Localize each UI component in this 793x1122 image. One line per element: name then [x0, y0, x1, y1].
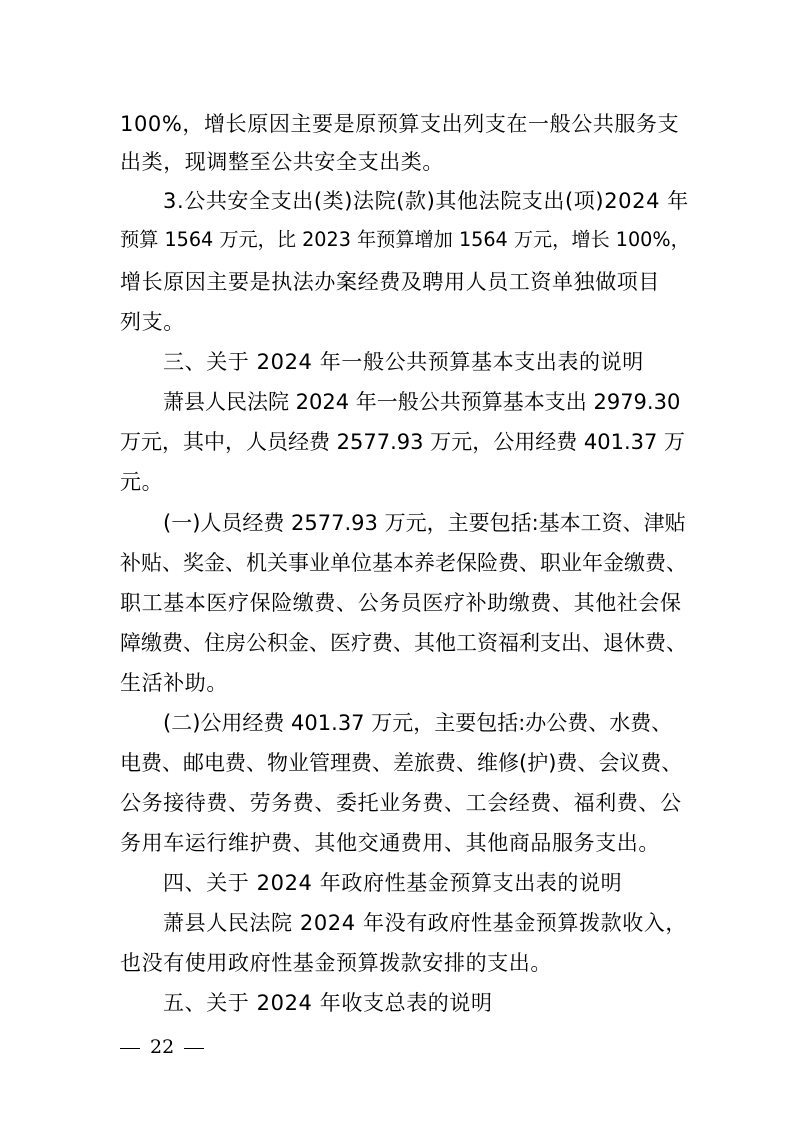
- text-line: [0, 903, 793, 943]
- text-line: [0, 783, 793, 823]
- text-line: [0, 104, 793, 144]
- line-text: 万元，其中，人员经费 2577.93 万元，公用经费 401.37 万: [120, 430, 686, 454]
- footer-dash-right: [184, 1048, 204, 1049]
- line-text: 元。: [120, 470, 164, 494]
- line-text: 务用车运行维护费、其他交通费用、其他商品服务支出。: [120, 831, 660, 855]
- text-line: [0, 181, 793, 221]
- line-text: 生活补助。: [120, 671, 228, 695]
- line-text: 也没有使用政府性基金预算拨款安排的支出。: [120, 951, 552, 975]
- text-line: [0, 422, 793, 462]
- line-text: 萧县人民法院 2024 年没有政府性基金预算拨款收入，: [163, 911, 687, 935]
- text-line: [0, 623, 793, 663]
- text-line: [0, 703, 793, 743]
- text-line: [0, 543, 793, 583]
- line-text: 电费、邮电费、物业管理费、差旅费、维修(护)费、会议费、: [120, 751, 683, 775]
- line-text: 3.公共安全支出(类)法院(款)其他法院支出(项)2024 年: [163, 189, 689, 213]
- line-text: (一)人员经费 2577.93 万元，主要包括:基本工资、津贴: [163, 511, 686, 535]
- line-text: 公务接待费、劳务费、委托业务费、工会经费、福利费、公: [120, 791, 682, 815]
- footer-dash-left: [120, 1048, 140, 1049]
- line-text: 三、关于 2024 年一般公共预算基本支出表的说明: [163, 350, 644, 374]
- line-text: (二)公用经费 401.37 万元，主要包括:办公费、水费、: [163, 711, 673, 735]
- line-text: 障缴费、住房公积金、医疗费、其他工资福利支出、退休费、: [120, 631, 687, 655]
- line-text: 五、关于 2024 年收支总表的说明: [163, 991, 493, 1015]
- section-heading: [0, 342, 793, 382]
- text-line: [0, 583, 793, 623]
- text-line: [0, 262, 793, 302]
- line-text: 出类，现调整至公共安全支出类。: [120, 150, 444, 174]
- line-text: 职工基本医疗保险缴费、公务员医疗补助缴费、其他社会保: [120, 591, 682, 615]
- section-heading: [0, 983, 793, 1023]
- line-text: 增长原因主要是执法办案经费及聘用人员工资单独做项目: [120, 270, 660, 294]
- line-text: 补贴、奖金、机关事业单位基本养老保险费、职业年金缴费、: [120, 551, 687, 575]
- line-text: 萧县人民法院 2024 年一般公共预算基本支出 2979.30: [163, 390, 681, 414]
- text-line: [0, 503, 793, 543]
- line-text: 列支。: [120, 310, 185, 334]
- text-line: [0, 663, 793, 703]
- text-line: [0, 220, 793, 260]
- text-line: [0, 943, 793, 983]
- page-number: 22: [150, 1036, 175, 1058]
- page-footer: [120, 1032, 204, 1062]
- text-line: [0, 743, 793, 783]
- line-text: 四、关于 2024 年政府性基金预算支出表的说明: [163, 871, 623, 895]
- text-line: [0, 823, 793, 863]
- text-line: [0, 302, 793, 342]
- line-text: 预算 1564 万元，比 2023 年预算增加 1564 万元，增长 100%，: [120, 228, 690, 251]
- text-line: [0, 142, 793, 182]
- line-text: 100%，增长原因主要是原预算支出列支在一般公共服务支: [120, 112, 680, 136]
- section-heading: [0, 863, 793, 903]
- text-line: [0, 462, 793, 502]
- text-line: [0, 382, 793, 422]
